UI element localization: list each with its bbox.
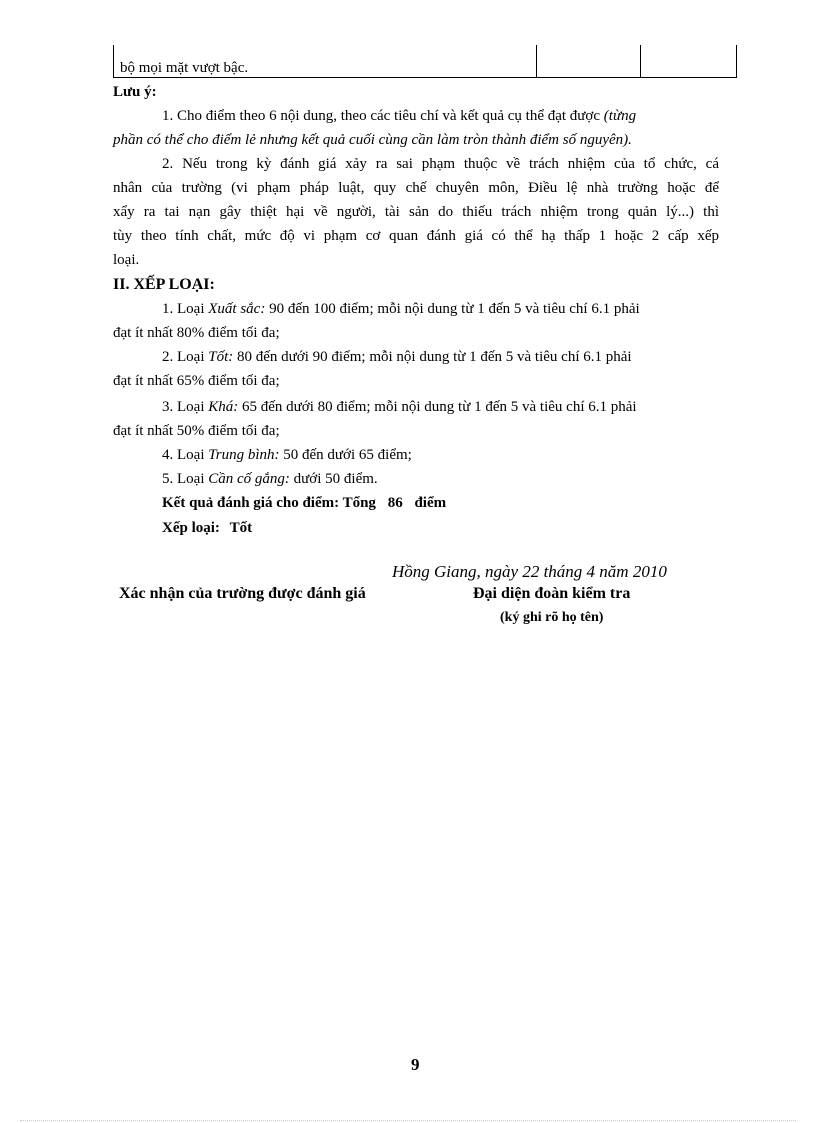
grade-item-1-line-2: đạt ít nhất 80% điểm tối đa; bbox=[113, 325, 280, 341]
note-item-2-line-5: loại. bbox=[113, 252, 140, 268]
rank-value: Tốt bbox=[229, 520, 253, 536]
grade-item-3-line-2: đạt ít nhất 50% điểm tối đa; bbox=[113, 423, 280, 439]
grade-item-5 bbox=[162, 467, 378, 491]
grade-item-4-prefix: 4. Loại bbox=[162, 447, 209, 463]
grade-item-3-grade: Khá: bbox=[208, 399, 239, 415]
grade-item-3-text: 65 đến dưới 80 điểm; mỗi nội dung từ 1 đến 5 và tiêu chí 6.1 phải bbox=[238, 399, 637, 415]
result-label: Kết quả đánh giá cho điểm: Tổng bbox=[162, 495, 376, 511]
page-bottom-border bbox=[20, 1120, 796, 1121]
rank-label: Xếp loại: bbox=[162, 520, 220, 536]
grade-item-2-grade: Tốt: bbox=[208, 349, 234, 365]
grade-item-2-text: 80 đến dưới 90 điểm; mỗi nội dung từ 1 đến 5 và tiêu chí 6.1 phải bbox=[233, 349, 632, 365]
grade-item-1-grade: Xuất sắc: bbox=[208, 301, 266, 317]
note-item-2-line-3: xẩy ra tai nạn gây thiệt hại về người, tài sản do thiếu trách nhiệm trong quản lý...) thì bbox=[113, 204, 719, 220]
grade-item-3-line-1 bbox=[162, 395, 719, 419]
table-cell-text: bộ mọi mặt vượt bậc. bbox=[120, 60, 249, 76]
result-score: 86 bbox=[387, 495, 403, 511]
table-border-col3 bbox=[640, 45, 641, 78]
note-item-1-italic: (từng bbox=[603, 108, 637, 124]
section-2-heading: II. XẾP LOẠI: bbox=[113, 276, 215, 293]
result-unit: điểm bbox=[414, 495, 447, 511]
table-border-left bbox=[113, 45, 114, 78]
table-border-right bbox=[736, 45, 737, 78]
table-border-col2 bbox=[536, 45, 537, 78]
grade-item-2-line-2: đạt ít nhất 65% điểm tối đa; bbox=[113, 373, 280, 389]
grade-item-4-text: 50 đến dưới 65 điểm; bbox=[279, 447, 412, 463]
note-item-1-text: 1. Cho điểm theo 6 nội dung, theo các tiêu chí và kết quả cụ thể đạt được bbox=[162, 108, 604, 124]
note-heading: Lưu ý: bbox=[113, 84, 157, 100]
left-signature-title: Xác nhận của trường được đánh giá bbox=[119, 585, 366, 602]
page-number: 9 bbox=[411, 1055, 420, 1074]
note-item-2-line-4: tùy theo tính chất, mức độ vi phạm cơ quan đánh giá có thể hạ thấp 1 hoặc 2 cấp xếp bbox=[113, 228, 719, 244]
grade-item-4-grade: Trung bình: bbox=[208, 447, 280, 463]
note-item-1-line-1 bbox=[162, 104, 719, 128]
grade-item-5-prefix: 5. Loại bbox=[162, 471, 209, 487]
grade-item-4 bbox=[162, 443, 412, 467]
result-line bbox=[162, 491, 446, 515]
grade-item-1-text: 90 đến 100 điểm; mỗi nội dung từ 1 đến 5 và tiêu chí 6.1 phải bbox=[265, 301, 640, 317]
grade-item-2-line-1 bbox=[162, 345, 719, 369]
grade-item-2-prefix: 2. Loại bbox=[162, 349, 209, 365]
right-signature-title: Đại diện đoàn kiểm tra bbox=[473, 585, 631, 602]
right-signature-subtitle: (ký ghi rõ họ tên) bbox=[500, 610, 604, 625]
grade-item-1-prefix: 1. Loại bbox=[162, 301, 209, 317]
note-item-2-line-2: nhân của trường (vi phạm pháp luật, quy chế chuyên môn, Điều lệ nhà trường hoặc để bbox=[113, 180, 719, 196]
grade-item-3-prefix: 3. Loại bbox=[162, 399, 209, 415]
grade-item-5-text: dưới 50 điểm. bbox=[289, 471, 378, 487]
date-line: Hồng Giang, ngày 22 tháng 4 năm 2010 bbox=[392, 562, 667, 581]
grade-item-1-line-1 bbox=[162, 297, 719, 321]
note-item-2-line-1: 2. Nếu trong kỳ đánh giá xảy ra sai phạm thuộc về trách nhiệm của tổ chức, cá bbox=[162, 156, 719, 172]
rank-line bbox=[162, 516, 252, 540]
grade-item-5-grade: Cần cố gắng: bbox=[208, 471, 290, 487]
note-item-1-line-2: phần có thể cho điểm lẻ nhưng kết quả cuối cùng cần làm tròn thành điểm số nguyên). bbox=[113, 132, 632, 148]
